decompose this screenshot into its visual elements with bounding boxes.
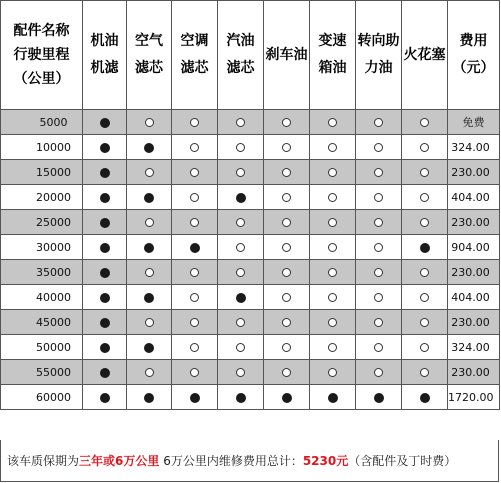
service-cell bbox=[310, 260, 356, 285]
inspect-dot-icon bbox=[374, 143, 383, 152]
service-cell bbox=[310, 160, 356, 185]
inspect-dot-icon bbox=[282, 343, 291, 352]
mileage-cell: 40000 bbox=[1, 285, 83, 310]
service-cell bbox=[83, 260, 127, 285]
inspect-dot-icon bbox=[420, 193, 429, 202]
inspect-dot-icon bbox=[236, 118, 245, 127]
service-cell bbox=[356, 235, 402, 260]
service-cell bbox=[83, 210, 127, 235]
service-cell bbox=[127, 310, 172, 335]
header-transmission-oil bbox=[310, 1, 356, 110]
warranty-period: 三年或6万公里 bbox=[79, 454, 160, 468]
service-cell bbox=[83, 385, 127, 410]
table-row bbox=[1, 285, 500, 310]
header-text: 空调 bbox=[180, 33, 209, 49]
header-parts-label: 配件名称 bbox=[13, 23, 70, 39]
service-cell bbox=[172, 285, 218, 310]
table-row bbox=[1, 135, 500, 160]
service-cell bbox=[310, 135, 356, 160]
service-cell bbox=[172, 310, 218, 335]
service-cell bbox=[127, 235, 172, 260]
service-cell bbox=[83, 310, 127, 335]
header-fuel-filter bbox=[218, 1, 264, 110]
header-air-filter bbox=[127, 1, 172, 110]
inspect-dot-icon bbox=[282, 268, 291, 277]
service-cell bbox=[172, 110, 218, 135]
table-row bbox=[1, 335, 500, 360]
service-cell bbox=[127, 160, 172, 185]
inspect-dot-icon bbox=[145, 118, 154, 127]
replace-dot-icon bbox=[236, 293, 246, 303]
service-cell bbox=[83, 335, 127, 360]
inspect-dot-icon bbox=[236, 268, 245, 277]
replace-dot-icon bbox=[100, 318, 110, 328]
inspect-dot-icon bbox=[282, 293, 291, 302]
replace-dot-icon bbox=[420, 393, 430, 403]
inspect-dot-icon bbox=[374, 268, 383, 277]
inspect-dot-icon bbox=[374, 118, 383, 127]
service-cell bbox=[127, 360, 172, 385]
service-cell bbox=[127, 385, 172, 410]
warranty-summary bbox=[0, 440, 499, 482]
inspect-dot-icon bbox=[145, 218, 154, 227]
replace-dot-icon bbox=[100, 118, 110, 128]
service-cell bbox=[172, 385, 218, 410]
inspect-dot-icon bbox=[190, 343, 199, 352]
service-cell bbox=[310, 235, 356, 260]
header-text: 滤芯 bbox=[226, 60, 255, 76]
replace-dot-icon bbox=[100, 343, 110, 353]
replace-dot-icon bbox=[100, 293, 110, 303]
service-cell bbox=[264, 160, 310, 185]
service-cell bbox=[310, 385, 356, 410]
header-unit-label: （公里） bbox=[13, 71, 70, 87]
inspect-dot-icon bbox=[282, 243, 291, 252]
header-text: 费用 bbox=[459, 33, 488, 49]
cost-cell: 免费 bbox=[448, 110, 500, 135]
service-cell bbox=[172, 360, 218, 385]
header-text: 汽油 bbox=[226, 33, 255, 49]
inspect-dot-icon bbox=[190, 118, 199, 127]
service-cell bbox=[83, 185, 127, 210]
replace-dot-icon bbox=[100, 393, 110, 403]
service-cell bbox=[127, 210, 172, 235]
inspect-dot-icon bbox=[282, 143, 291, 152]
header-row bbox=[1, 1, 500, 110]
mileage-cell: 10000 bbox=[1, 135, 83, 160]
inspect-dot-icon bbox=[190, 268, 199, 277]
service-cell bbox=[264, 210, 310, 235]
cost-cell: 904.00 bbox=[448, 235, 500, 260]
replace-dot-icon bbox=[100, 168, 110, 178]
service-cell bbox=[127, 260, 172, 285]
service-cell bbox=[127, 110, 172, 135]
table-row bbox=[1, 110, 500, 135]
service-cell bbox=[402, 110, 448, 135]
service-cell bbox=[310, 360, 356, 385]
inspect-dot-icon bbox=[328, 218, 337, 227]
service-cell bbox=[356, 110, 402, 135]
header-text: 刹车油 bbox=[265, 46, 308, 63]
service-cell bbox=[127, 135, 172, 160]
mileage-cell: 45000 bbox=[1, 310, 83, 335]
replace-dot-icon bbox=[100, 368, 110, 378]
service-cell bbox=[218, 260, 264, 285]
cost-cell: 1720.00 bbox=[448, 385, 500, 410]
inspect-dot-icon bbox=[236, 318, 245, 327]
service-cell bbox=[218, 310, 264, 335]
cost-cell: 324.00 bbox=[448, 335, 500, 360]
service-cell bbox=[264, 185, 310, 210]
inspect-dot-icon bbox=[190, 168, 199, 177]
inspect-dot-icon bbox=[190, 218, 199, 227]
header-text: 箱油 bbox=[318, 60, 347, 76]
service-cell bbox=[356, 310, 402, 335]
cost-cell: 404.00 bbox=[448, 285, 500, 310]
service-cell bbox=[218, 185, 264, 210]
service-cell bbox=[172, 210, 218, 235]
header-text: 滤芯 bbox=[135, 60, 163, 76]
inspect-dot-icon bbox=[190, 368, 199, 377]
header-text: 滤芯 bbox=[180, 60, 209, 76]
inspect-dot-icon bbox=[282, 118, 291, 127]
inspect-dot-icon bbox=[282, 368, 291, 377]
service-cell bbox=[264, 110, 310, 135]
inspect-dot-icon bbox=[282, 193, 291, 202]
footer-suffix: （含配件及丁时费） bbox=[348, 454, 457, 468]
inspect-dot-icon bbox=[420, 143, 429, 152]
replace-dot-icon bbox=[236, 393, 246, 403]
cost-cell: 324.00 bbox=[448, 135, 500, 160]
service-cell bbox=[356, 385, 402, 410]
service-cell bbox=[83, 360, 127, 385]
inspect-dot-icon bbox=[282, 168, 291, 177]
cost-cell: 230.00 bbox=[448, 360, 500, 385]
replace-dot-icon bbox=[420, 243, 430, 253]
total-cost: 5230元 bbox=[302, 454, 349, 468]
service-cell bbox=[218, 385, 264, 410]
inspect-dot-icon bbox=[374, 243, 383, 252]
cost-cell: 230.00 bbox=[448, 260, 500, 285]
mileage-cell: 20000 bbox=[1, 185, 83, 210]
footer-middle: 6万公里内维修费用总计： bbox=[159, 454, 303, 468]
mileage-cell: 5000 bbox=[1, 110, 83, 135]
header-mileage-label: 行驶里程 bbox=[13, 47, 70, 63]
cost-cell: 230.00 bbox=[448, 210, 500, 235]
service-cell bbox=[264, 360, 310, 385]
service-cell bbox=[83, 135, 127, 160]
service-cell bbox=[310, 285, 356, 310]
inspect-dot-icon bbox=[145, 368, 154, 377]
header-text: 火花塞 bbox=[403, 46, 446, 63]
service-cell bbox=[218, 235, 264, 260]
replace-dot-icon bbox=[100, 193, 110, 203]
inspect-dot-icon bbox=[420, 293, 429, 302]
service-cell bbox=[127, 335, 172, 360]
mileage-cell: 50000 bbox=[1, 335, 83, 360]
service-cell bbox=[218, 210, 264, 235]
cost-cell: 230.00 bbox=[448, 310, 500, 335]
service-cell bbox=[356, 360, 402, 385]
inspect-dot-icon bbox=[328, 343, 337, 352]
service-cell bbox=[310, 210, 356, 235]
replace-dot-icon bbox=[144, 393, 154, 403]
replace-dot-icon bbox=[144, 193, 154, 203]
service-cell bbox=[218, 335, 264, 360]
service-cell bbox=[402, 285, 448, 310]
replace-dot-icon bbox=[144, 243, 154, 253]
header-text: 空气 bbox=[135, 33, 163, 49]
table-row bbox=[1, 260, 500, 285]
inspect-dot-icon bbox=[236, 343, 245, 352]
header-text: 力油 bbox=[364, 60, 393, 76]
mileage-cell: 55000 bbox=[1, 360, 83, 385]
header-text: （元） bbox=[452, 60, 495, 76]
service-cell bbox=[218, 285, 264, 310]
inspect-dot-icon bbox=[236, 168, 245, 177]
replace-dot-icon bbox=[144, 143, 154, 153]
service-cell bbox=[172, 185, 218, 210]
replace-dot-icon bbox=[190, 393, 200, 403]
service-cell bbox=[356, 135, 402, 160]
header-ac-filter bbox=[172, 1, 218, 110]
inspect-dot-icon bbox=[190, 193, 199, 202]
service-cell bbox=[356, 285, 402, 310]
inspect-dot-icon bbox=[328, 318, 337, 327]
mileage-cell: 60000 bbox=[1, 385, 83, 410]
inspect-dot-icon bbox=[236, 368, 245, 377]
service-cell bbox=[172, 135, 218, 160]
mileage-cell: 15000 bbox=[1, 160, 83, 185]
replace-dot-icon bbox=[144, 293, 154, 303]
inspect-dot-icon bbox=[374, 343, 383, 352]
header-text: 变速 bbox=[318, 33, 347, 49]
service-cell bbox=[356, 210, 402, 235]
replace-dot-icon bbox=[100, 143, 110, 153]
table-row bbox=[1, 385, 500, 410]
service-cell bbox=[172, 335, 218, 360]
service-cell bbox=[356, 260, 402, 285]
table-row bbox=[1, 310, 500, 335]
mileage-cell: 35000 bbox=[1, 260, 83, 285]
inspect-dot-icon bbox=[145, 318, 154, 327]
service-cell bbox=[402, 185, 448, 210]
inspect-dot-icon bbox=[328, 193, 337, 202]
service-cell bbox=[402, 360, 448, 385]
inspect-dot-icon bbox=[328, 243, 337, 252]
inspect-dot-icon bbox=[145, 268, 154, 277]
service-cell bbox=[83, 110, 127, 135]
header-text: 机油 bbox=[90, 33, 119, 49]
header-power-steering-oil bbox=[356, 1, 402, 110]
service-cell bbox=[402, 135, 448, 160]
inspect-dot-icon bbox=[420, 118, 429, 127]
service-cell bbox=[83, 235, 127, 260]
replace-dot-icon bbox=[100, 268, 110, 278]
table-row bbox=[1, 210, 500, 235]
inspect-dot-icon bbox=[282, 318, 291, 327]
replace-dot-icon bbox=[374, 393, 384, 403]
inspect-dot-icon bbox=[420, 318, 429, 327]
service-cell bbox=[264, 310, 310, 335]
inspect-dot-icon bbox=[282, 218, 291, 227]
replace-dot-icon bbox=[282, 393, 292, 403]
inspect-dot-icon bbox=[374, 218, 383, 227]
cost-cell: 230.00 bbox=[448, 160, 500, 185]
service-cell bbox=[402, 310, 448, 335]
inspect-dot-icon bbox=[190, 293, 199, 302]
inspect-dot-icon bbox=[328, 168, 337, 177]
replace-dot-icon bbox=[190, 243, 200, 253]
service-cell bbox=[356, 335, 402, 360]
service-cell bbox=[402, 235, 448, 260]
replace-dot-icon bbox=[328, 393, 338, 403]
service-cell bbox=[402, 335, 448, 360]
replace-dot-icon bbox=[100, 243, 110, 253]
header-text: 机滤 bbox=[90, 60, 119, 76]
inspect-dot-icon bbox=[420, 268, 429, 277]
service-cell bbox=[264, 285, 310, 310]
cost-cell: 404.00 bbox=[448, 185, 500, 210]
service-cell bbox=[83, 285, 127, 310]
service-cell bbox=[310, 310, 356, 335]
service-cell bbox=[218, 135, 264, 160]
inspect-dot-icon bbox=[374, 293, 383, 302]
service-cell bbox=[172, 160, 218, 185]
service-cell bbox=[402, 210, 448, 235]
inspect-dot-icon bbox=[420, 343, 429, 352]
service-cell bbox=[264, 385, 310, 410]
service-cell bbox=[264, 260, 310, 285]
header-brake-fluid bbox=[264, 1, 310, 110]
footer-prefix: 该车质保期为 bbox=[7, 454, 80, 468]
service-cell bbox=[310, 185, 356, 210]
service-cell bbox=[218, 110, 264, 135]
header-cost bbox=[448, 1, 500, 110]
table-row bbox=[1, 235, 500, 260]
replace-dot-icon bbox=[144, 343, 154, 353]
header-spark-plug bbox=[402, 1, 448, 110]
service-cell bbox=[356, 185, 402, 210]
service-cell bbox=[83, 160, 127, 185]
inspect-dot-icon bbox=[328, 293, 337, 302]
mileage-cell: 25000 bbox=[1, 210, 83, 235]
service-cell bbox=[172, 235, 218, 260]
inspect-dot-icon bbox=[236, 218, 245, 227]
inspect-dot-icon bbox=[328, 143, 337, 152]
inspect-dot-icon bbox=[236, 143, 245, 152]
service-cell bbox=[356, 160, 402, 185]
header-oil-filter bbox=[83, 1, 127, 110]
header-parts-mileage bbox=[1, 1, 83, 110]
service-cell bbox=[264, 235, 310, 260]
service-cell bbox=[264, 135, 310, 160]
inspect-dot-icon bbox=[374, 318, 383, 327]
service-cell bbox=[402, 160, 448, 185]
service-cell bbox=[264, 335, 310, 360]
inspect-dot-icon bbox=[328, 368, 337, 377]
inspect-dot-icon bbox=[328, 268, 337, 277]
service-cell bbox=[218, 360, 264, 385]
inspect-dot-icon bbox=[420, 168, 429, 177]
inspect-dot-icon bbox=[190, 318, 199, 327]
table-row bbox=[1, 360, 500, 385]
header-text: 转向助 bbox=[357, 33, 400, 49]
service-cell bbox=[127, 285, 172, 310]
service-cell bbox=[218, 160, 264, 185]
table-row bbox=[1, 160, 500, 185]
inspect-dot-icon bbox=[420, 218, 429, 227]
service-cell bbox=[172, 260, 218, 285]
mileage-cell: 30000 bbox=[1, 235, 83, 260]
replace-dot-icon bbox=[100, 218, 110, 228]
inspect-dot-icon bbox=[236, 243, 245, 252]
service-cell bbox=[310, 110, 356, 135]
inspect-dot-icon bbox=[145, 168, 154, 177]
inspect-dot-icon bbox=[190, 143, 199, 152]
inspect-dot-icon bbox=[374, 193, 383, 202]
service-cell bbox=[310, 335, 356, 360]
replace-dot-icon bbox=[236, 193, 246, 203]
inspect-dot-icon bbox=[374, 368, 383, 377]
service-cell bbox=[402, 385, 448, 410]
service-cell bbox=[402, 260, 448, 285]
inspect-dot-icon bbox=[328, 118, 337, 127]
table-row bbox=[1, 185, 500, 210]
inspect-dot-icon bbox=[374, 168, 383, 177]
inspect-dot-icon bbox=[420, 368, 429, 377]
service-cell bbox=[127, 185, 172, 210]
